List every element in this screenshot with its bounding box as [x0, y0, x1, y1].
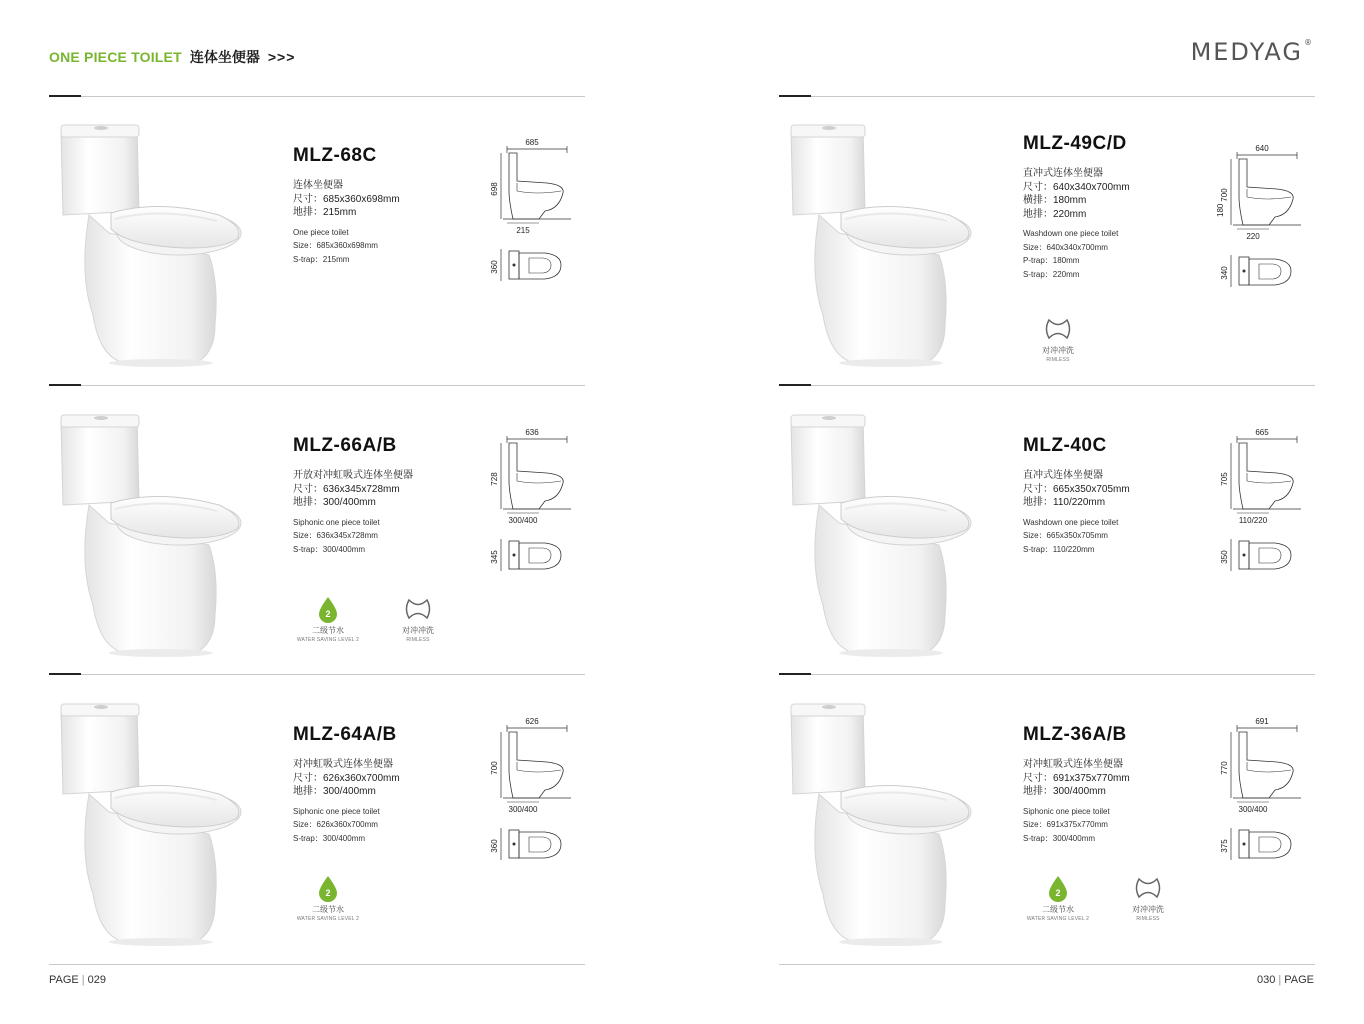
- divider-right-mid1: [779, 385, 1315, 386]
- dimension-diagram: [487, 131, 577, 301]
- divider-right-bottom: [779, 964, 1315, 965]
- dim-drain-label: 110/220: [1238, 516, 1268, 525]
- page-number-right: [1257, 974, 1314, 986]
- product-card: [49, 694, 589, 964]
- product-drain-zh: 地排：300/400mm: [293, 497, 376, 508]
- brand-name: MEDYAG: [1190, 38, 1303, 66]
- product-name-zh: 直冲式连体坐便器: [1023, 470, 1103, 481]
- badge-label-zh: 二级节水: [312, 905, 344, 914]
- product-card: [779, 405, 1319, 675]
- toilet-photo: [49, 694, 249, 954]
- badge-label-zh: 二级节水: [1042, 905, 1074, 914]
- dim-drain-label: 215: [516, 226, 530, 235]
- toilet-photo: [49, 115, 249, 375]
- product-size-zh: 尺寸：640x340x700mm: [1023, 181, 1130, 193]
- product-size-en: Size：636x345x728mm: [293, 531, 378, 540]
- feature-badges: [1023, 315, 1093, 363]
- product-name-en: Siphonic one piece toilet: [1023, 806, 1110, 816]
- product-photo: [49, 405, 249, 665]
- badge-label-en: WATER SAVING LEVEL 2: [296, 916, 360, 922]
- product-drain-en: S-trap：110/220mm: [1023, 544, 1095, 554]
- dim-height-label: 700: [1220, 188, 1229, 202]
- product-drain-en: S-trap：215mm: [293, 254, 350, 264]
- page-label: PAGE: [49, 974, 79, 986]
- feature-badge-rimless: [383, 595, 453, 643]
- product-name-en: Washdown one piece toilet: [1023, 229, 1119, 238]
- page-number: 029: [87, 974, 106, 986]
- page-separator: |: [1278, 974, 1282, 986]
- toilet-photo: [779, 405, 979, 665]
- water-drop-icon: [1045, 874, 1071, 902]
- section-arrows: >>>: [267, 49, 296, 65]
- divider-left-top: [49, 96, 585, 97]
- product-model: MLZ-49C/D: [1023, 133, 1127, 154]
- badge-label-en: RIMLESS: [1136, 916, 1160, 922]
- product-size-zh: 尺寸：665x350x705mm: [1023, 483, 1130, 495]
- feature-badge-rimless: [1023, 315, 1093, 363]
- product-drain-zh: 地排：300/400mm: [293, 786, 376, 797]
- product-drain-zh: 地排：215mm: [293, 207, 357, 218]
- dim-width-label: 626: [525, 717, 539, 726]
- badge-label-en: RIMLESS: [406, 637, 430, 643]
- feature-badge-water: [293, 874, 363, 922]
- product-diagram: [1217, 421, 1307, 591]
- dim-depth-label: 360: [490, 839, 499, 853]
- dim-drain-label: 300/400: [508, 516, 538, 525]
- product-card: [49, 405, 589, 675]
- product-drain-en: S-trap：300/400mm: [293, 544, 366, 554]
- svg-text:2: 2: [325, 609, 331, 619]
- dimension-diagram: [487, 710, 577, 880]
- dim-drain-label: 300/400: [508, 805, 538, 814]
- badge-label-en: WATER SAVING LEVEL 2: [1026, 916, 1090, 922]
- product-model: MLZ-36A/B: [1023, 724, 1127, 745]
- badge-label-zh: 对冲冲洗: [402, 626, 434, 635]
- product-size-zh: 尺寸：685x360x698mm: [293, 193, 400, 205]
- page-number: 030: [1257, 974, 1276, 986]
- section-title-zh: 连体坐便器: [189, 49, 260, 65]
- product-size-en: Size：685x360x698mm: [293, 241, 378, 250]
- dimension-diagram: [1217, 710, 1307, 880]
- product-name-zh: 对冲虹吸式连体坐便器: [293, 759, 393, 770]
- product-photo: [49, 694, 249, 954]
- dim-width-label: 665: [1255, 428, 1269, 437]
- svg-text:180: 180: [1216, 203, 1225, 217]
- product-info: [1023, 724, 1223, 845]
- product-diagram: [487, 131, 577, 301]
- product-photo: [779, 405, 979, 665]
- dim-height-label: 698: [490, 182, 499, 196]
- product-name-en: One piece toilet: [293, 227, 349, 237]
- water-drop-icon: [315, 595, 341, 623]
- product-drain2-en: S-trap：220mm: [1023, 269, 1080, 279]
- product-size-en: Size：665x350x705mm: [1023, 531, 1108, 540]
- product-size-zh: 尺寸：626x360x700mm: [293, 772, 400, 784]
- dim-drain-label: 300/400: [1238, 805, 1268, 814]
- dim-width-label: 636: [525, 428, 539, 437]
- dim-height-label: 700: [490, 761, 499, 775]
- product-diagram: [1217, 710, 1307, 880]
- product-name-zh: 对冲虹吸式连体坐便器: [1023, 759, 1123, 770]
- svg-text:2: 2: [1055, 888, 1061, 898]
- svg-text:2: 2: [325, 888, 331, 898]
- feature-badge-water: [293, 595, 363, 643]
- feature-badges: [1023, 874, 1183, 922]
- product-model: MLZ-68C: [293, 145, 377, 166]
- product-name-zh: 开放对冲虹吸式连体坐便器: [293, 470, 413, 481]
- product-size-en: Size：626x360x700mm: [293, 820, 378, 829]
- toilet-photo: [779, 694, 979, 954]
- product-size-zh: 尺寸：691x375x770mm: [1023, 772, 1130, 784]
- product-size-zh: 尺寸：636x345x728mm: [293, 483, 400, 495]
- badge-label-zh: 对冲冲洗: [1132, 905, 1164, 914]
- product-drain-en: P-trap：180mm: [1023, 256, 1080, 265]
- product-drain-zh: 横排：180mm: [1023, 195, 1087, 206]
- feature-badge-rimless: [1113, 874, 1183, 922]
- feature-badge-water: [1023, 874, 1093, 922]
- product-diagram: [1217, 137, 1307, 307]
- product-diagram: [487, 421, 577, 591]
- dim-depth-label: 350: [1220, 550, 1229, 564]
- product-info: [293, 435, 493, 556]
- product-name-en: Siphonic one piece toilet: [293, 806, 380, 816]
- dim-depth-label: 345: [490, 550, 499, 564]
- product-card: [779, 115, 1319, 385]
- dimension-diagram: [1217, 137, 1307, 307]
- feature-badges: [293, 595, 453, 643]
- product-drain-en: S-trap：300/400mm: [1023, 833, 1096, 843]
- product-info: [293, 145, 493, 266]
- dim-width-label: 640: [1255, 144, 1269, 153]
- product-name-en: Siphonic one piece toilet: [293, 517, 380, 527]
- badge-label-en: WATER SAVING LEVEL 2: [296, 637, 360, 643]
- feature-badges: [293, 874, 363, 922]
- divider-right-top: [779, 96, 1315, 97]
- section-header: [49, 47, 295, 67]
- page-separator: |: [81, 974, 85, 986]
- divider-left-mid1: [49, 385, 585, 386]
- product-card: [49, 115, 589, 385]
- product-model: MLZ-66A/B: [293, 435, 397, 456]
- dim-drain-label: 220: [1246, 232, 1260, 241]
- product-photo: [779, 694, 979, 954]
- product-info: [1023, 435, 1223, 556]
- product-name-zh: 连体坐便器: [293, 180, 343, 191]
- dim-depth-label: 375: [1220, 839, 1229, 853]
- badge-label-zh: 二级节水: [312, 626, 344, 635]
- product-diagram: [487, 710, 577, 880]
- dim-height-label: 728: [490, 472, 499, 486]
- toilet-photo: [779, 115, 979, 375]
- section-title-en: ONE PIECE TOILET: [49, 49, 182, 65]
- product-model: MLZ-64A/B: [293, 724, 397, 745]
- toilet-photo: [49, 405, 249, 665]
- product-drain-zh: 地排：300/400mm: [1023, 786, 1106, 797]
- rimless-icon: [1134, 874, 1162, 902]
- product-name-zh: 直冲式连体坐便器: [1023, 168, 1103, 179]
- product-drain2-zh: 地排：220mm: [1023, 208, 1087, 220]
- rimless-icon: [404, 595, 432, 623]
- dim-width-label: 685: [525, 138, 539, 147]
- water-drop-icon: [315, 874, 341, 902]
- dim-height-label: 705: [1220, 472, 1229, 486]
- product-info: [293, 724, 493, 845]
- dim-width-label: 691: [1255, 717, 1269, 726]
- product-card: [779, 694, 1319, 964]
- product-info: [1023, 133, 1223, 281]
- page-label: PAGE: [1284, 974, 1314, 986]
- dimension-diagram: [1217, 421, 1307, 591]
- product-drain-zh: 地排：110/220mm: [1023, 497, 1106, 508]
- product-photo: [49, 115, 249, 375]
- divider-left-bottom: [49, 964, 585, 965]
- dimension-diagram: [487, 421, 577, 591]
- product-name-en: Washdown one piece toilet: [1023, 517, 1119, 527]
- dim-depth-label: 340: [1220, 266, 1229, 280]
- product-photo: [779, 115, 979, 375]
- dim-height-label: 770: [1220, 761, 1229, 775]
- badge-label-zh: 对冲冲洗: [1042, 346, 1074, 355]
- product-size-en: Size：691x375x770mm: [1023, 820, 1108, 829]
- brand-registered-mark: ®: [1304, 38, 1314, 47]
- dim-depth-label: 360: [490, 260, 499, 274]
- product-drain-en: S-trap：300/400mm: [293, 833, 366, 843]
- page-number-left: [49, 974, 106, 986]
- brand-logo: [1191, 38, 1314, 66]
- badge-label-en: RIMLESS: [1046, 357, 1070, 363]
- product-model: MLZ-40C: [1023, 435, 1107, 456]
- rimless-icon: [1044, 315, 1072, 343]
- product-size-en: Size：640x340x700mm: [1023, 242, 1108, 252]
